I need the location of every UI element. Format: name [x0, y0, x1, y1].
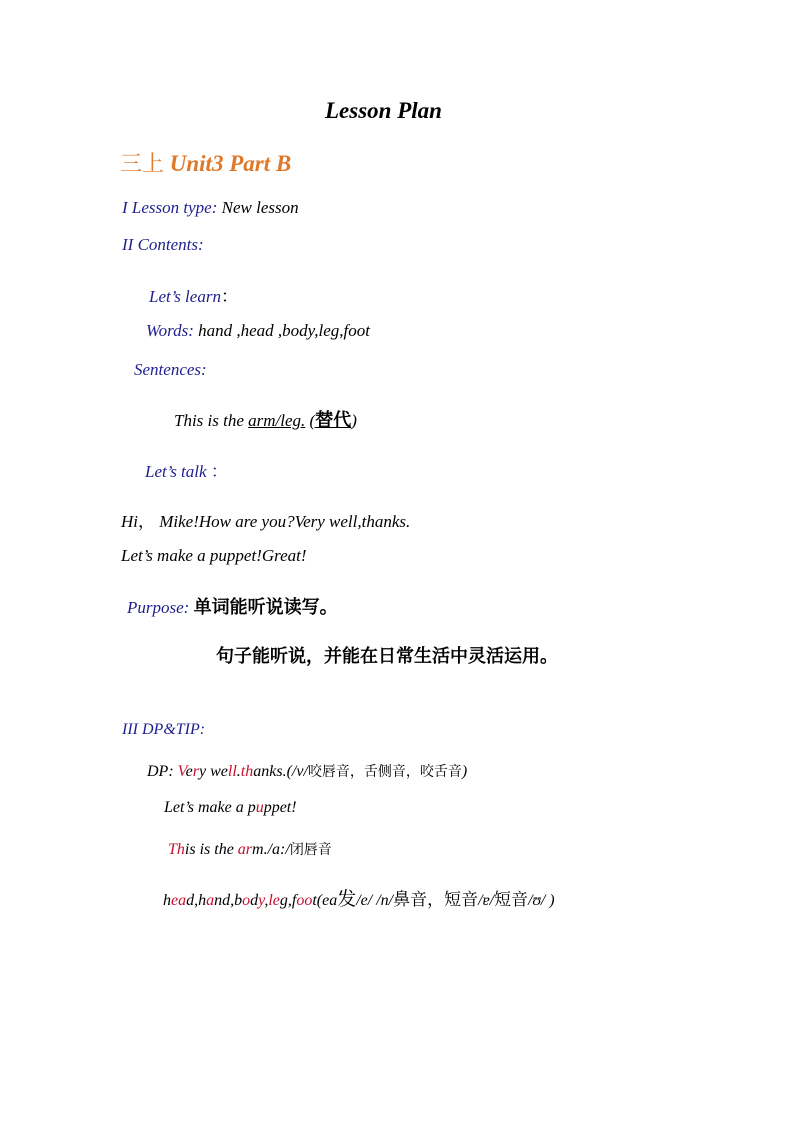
- lets-learn-heading: [149, 282, 238, 307]
- talk-line-1: Hi， Mike!How are you?Very well,thanks.: [121, 512, 411, 532]
- sentence-note-open: (: [309, 411, 316, 430]
- words-value: hand ,head ,body,leg,foot: [193, 321, 370, 340]
- lesson-type-value: New lesson: [217, 198, 299, 217]
- lesson-type-line: [122, 198, 299, 218]
- lets-talk-colon: ：: [210, 462, 228, 482]
- unit-heading: [120, 147, 291, 178]
- lets-learn-label: Let’s learn: [149, 287, 221, 306]
- lets-talk-heading: [145, 457, 228, 482]
- sentence-prefix: This is the: [174, 411, 249, 430]
- purpose-label: Purpose:: [127, 598, 190, 617]
- lesson-type-label: I Lesson type:: [122, 198, 218, 217]
- dp-line-3: This is the arm./a:/闭唇音: [168, 841, 332, 858]
- talk-line-2: Let’s make a puppet!Great!: [121, 546, 307, 565]
- dp-tip-heading: III DP&TIP:: [122, 721, 206, 738]
- sentence-note-close: ): [351, 411, 357, 430]
- sentences-heading: Sentences:: [134, 360, 207, 379]
- unit-label: Unit3 Part B: [169, 151, 292, 176]
- dp-line: DP: Very well.thanks.(/v/咬唇音，舌侧音，咬舌音): [147, 763, 468, 780]
- dp-line-4: head,hand,body,leg,foot(ea发/e/ /n/鼻音，短音/ɐ/短音/ʊ/ ): [163, 888, 555, 910]
- lets-talk-label: Let’s talk: [145, 462, 211, 481]
- page-title: Lesson Plan: [325, 98, 442, 123]
- sentence-note: 替代: [315, 410, 352, 431]
- contents-heading: II Contents:: [122, 235, 204, 254]
- words-label: Words:: [146, 321, 194, 340]
- sentence-target: arm/leg.: [248, 411, 306, 430]
- lets-learn-colon: ：: [220, 287, 238, 307]
- purpose-text-1: 单词能听说读写。: [193, 597, 338, 618]
- purpose-line: [127, 593, 338, 619]
- purpose-text-2: 句子能听说，并能在日常生活中灵活运用。: [216, 646, 558, 667]
- grade-label: 三上: [120, 152, 165, 177]
- dp-line-2: Let’s make a puppet!: [164, 799, 297, 816]
- words-line: [146, 321, 370, 341]
- sentence-line: [174, 406, 357, 432]
